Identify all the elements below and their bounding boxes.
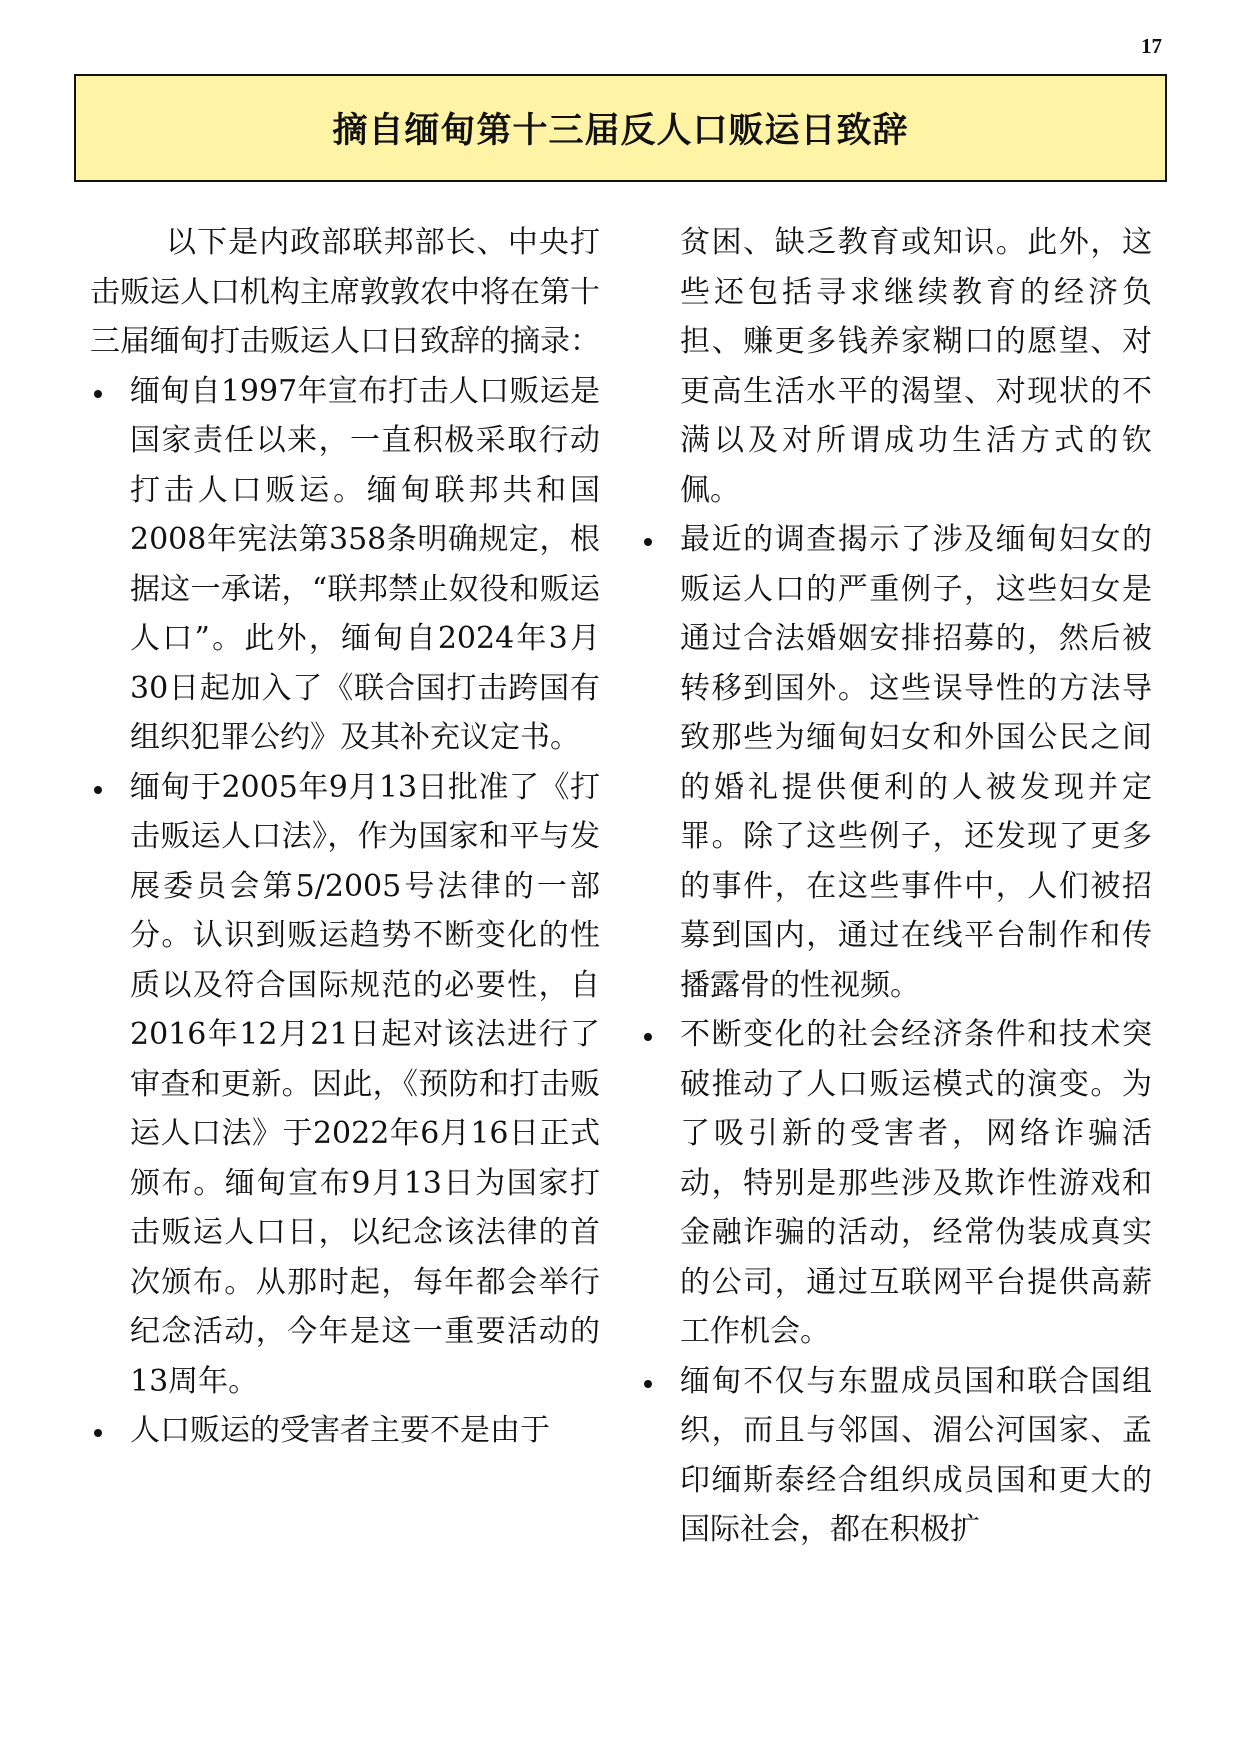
list-item-text: 人口贩运的受害者主要不是由于 — [130, 1413, 550, 1448]
left-column — [90, 218, 600, 1456]
page-title: 摘自缅甸第十三届反人口贩运日致辞 — [332, 111, 909, 151]
bullet-icon — [644, 1380, 652, 1388]
page-number: 17 — [1141, 34, 1162, 58]
list-item-continued — [640, 218, 1152, 515]
title-banner — [74, 74, 1167, 182]
list-item — [90, 763, 600, 1407]
bullet-icon — [94, 786, 102, 794]
list-item — [640, 1357, 1152, 1555]
list-item — [90, 1406, 600, 1456]
bullet-icon — [644, 1033, 652, 1041]
list-item-text: 缅甸不仅与东盟成员国和联合国组织，而且与邻国、湄公河国家、孟印缅斯泰经合组织成员国和更大的国际社会，都在积极扩 — [680, 1363, 1152, 1547]
right-bullet-list — [640, 218, 1152, 1555]
bullet-icon — [644, 538, 652, 546]
list-item-text: 缅甸于2005年9月13日批准了《打击贩运人口法》，作为国家和平与发展委员会第5/2005号法律的一部分。认识到贩运趋势不断变化的性质以及符合国际规范的必要性，自2016年12月21日起对该法进行了审查和更新。因此，《预防和打击贩运人口法》于2022年6月16日正式颁布。缅甸宣布9月13日为国家打击贩运人口日，以纪念该法律的首次颁布。从那时起，每年都会举行纪念活动，今年是这一重要活动的13周年。 — [130, 769, 600, 1399]
list-item — [90, 367, 600, 763]
bullet-icon — [94, 1429, 102, 1437]
bullet-icon — [94, 390, 102, 398]
list-item-text: 贫困、缺乏教育或知识。此外，这些还包括寻求继续教育的经济负担、赚更多钱养家糊口的愿望、对更高生活水平的渴望、对现状的不满以及对所谓成功生活方式的钦佩。 — [680, 225, 1152, 508]
list-item — [640, 1010, 1152, 1357]
list-item-text: 缅甸自1997年宣布打击人口贩运是国家责任以来，一直积极采取行动打击人口贩运。缅甸联邦共和国2008年宪法第358条明确规定，根据这一承诺，“联邦禁止奴役和贩运人口”。此外，缅甸自2024年3月30日起加入了《联合国打击跨国有组织犯罪公约》及其补充议定书。 — [130, 373, 600, 755]
intro-paragraph: 以下是内政部联邦部长、中央打击贩运人口机构主席敦敦农中将在第十三届缅甸打击贩运人口日致辞的摘录： — [90, 225, 600, 359]
left-bullet-list — [90, 367, 600, 1456]
right-column — [640, 218, 1152, 1555]
list-item-text: 不断变化的社会经济条件和技术突破推动了人口贩运模式的演变。为了吸引新的受害者，网络诈骗活动，特别是那些涉及欺诈性游戏和金融诈骗的活动，经常伪装成真实的公司，通过互联网平台提供高薪工作机会。 — [680, 1017, 1152, 1349]
list-item — [640, 515, 1152, 1010]
list-item-text: 最近的调查揭示了涉及缅甸妇女的贩运人口的严重例子，这些妇女是通过合法婚姻安排招募的，然后被转移到国外。这些误导性的方法导致那些为缅甸妇女和外国公民之间的婚礼提供便利的人被发现并定罪。除了这些例子，还发现了更多的事件，在这些事件中，人们被招募到国内，通过在线平台制作和传播露骨的性视频。 — [680, 522, 1152, 1003]
